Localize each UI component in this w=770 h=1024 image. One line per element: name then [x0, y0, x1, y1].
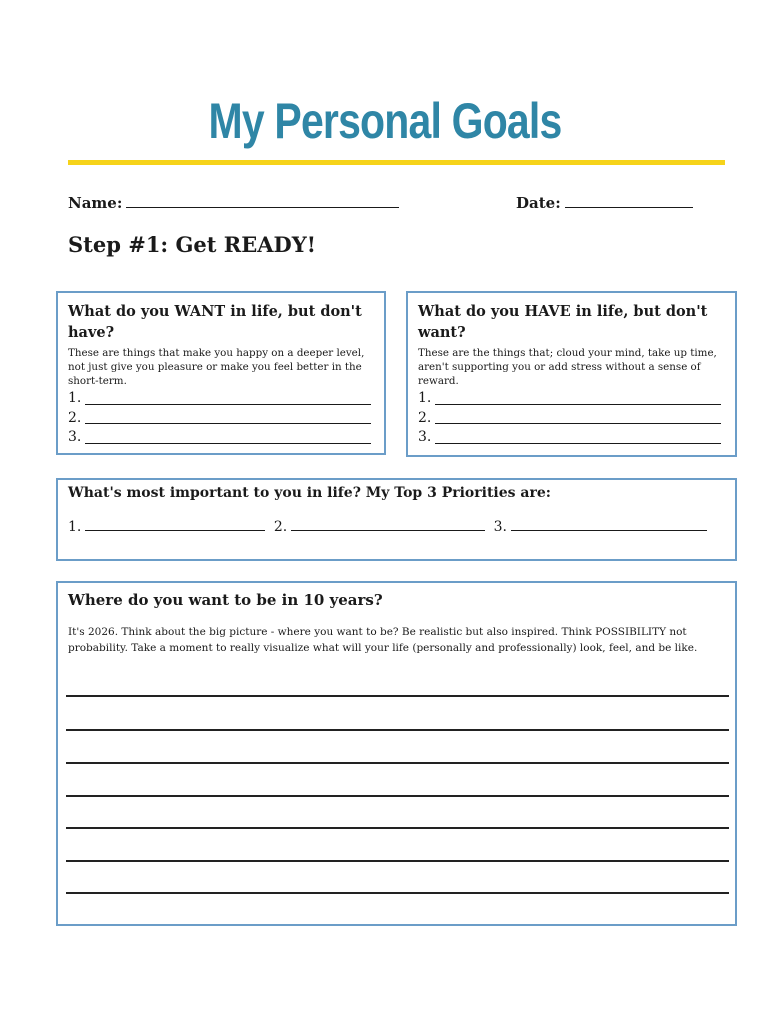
priorities-box-title: What's most important to you in life? My Top 3 Priorities are: [68, 485, 551, 501]
writing-line[interactable] [66, 795, 729, 797]
list-number: 2. [68, 409, 82, 426]
priority-blank-1[interactable] [85, 518, 265, 531]
writing-line[interactable] [66, 892, 729, 894]
list-number: 1. [418, 390, 432, 406]
list-number: 3. [418, 429, 432, 445]
want-box-title: What do you WANT in life, but don't have? [68, 303, 362, 341]
answer-blank[interactable] [435, 391, 721, 405]
ten-years-box-title: Where do you want to be in 10 years? [68, 591, 383, 609]
writing-line[interactable] [66, 695, 729, 697]
have-list [418, 389, 721, 448]
writing-line[interactable] [66, 860, 729, 862]
want-box [56, 291, 386, 455]
have-box [406, 291, 737, 457]
date-field [516, 193, 693, 212]
page-title: My Personal Goals [208, 93, 562, 149]
name-field [68, 193, 399, 212]
want-list [68, 389, 371, 448]
writing-line[interactable] [66, 827, 729, 829]
priorities-box [56, 478, 737, 561]
list-number: 1. [68, 390, 82, 406]
list-item [418, 409, 721, 429]
date-label: Date: [516, 194, 561, 212]
priorities-row [68, 518, 711, 535]
want-box-description: These are things that make you happy on a deeper level, not just give you pleasure or make you feel better in the short-term. [68, 347, 365, 387]
answer-blank[interactable] [85, 391, 371, 405]
priority-blank-2[interactable] [291, 518, 485, 531]
list-number: 2. [273, 519, 288, 535]
list-number: 3. [493, 519, 507, 535]
writing-line[interactable] [66, 762, 729, 764]
list-item [418, 389, 721, 409]
list-item [418, 428, 721, 448]
answer-blank[interactable] [85, 430, 371, 444]
list-item [68, 409, 371, 429]
step-heading: Step #1: Get READY! [68, 232, 316, 257]
have-box-title: What do you HAVE in life, but don't want? [418, 303, 708, 341]
ten-years-box [56, 581, 737, 926]
list-item [68, 389, 371, 409]
list-number: 3. [68, 429, 82, 445]
list-item [68, 428, 371, 448]
answer-blank[interactable] [435, 410, 721, 424]
writing-line[interactable] [66, 729, 729, 731]
list-number: 2. [418, 409, 432, 426]
name-label: Name: [68, 194, 123, 212]
ten-years-box-description: It's 2026. Think about the big picture - where you want to be? Be realistic but also inspired. Think POSSIBILITY not probability. Take a moment to really visualize what will your life (personally and professionally) look, feel, and be like. [68, 626, 698, 654]
priority-blank-3[interactable] [511, 518, 707, 531]
date-blank[interactable] [565, 193, 693, 208]
have-box-description: These are the things that; cloud your mind, take up time, aren't supporting you or add stress without a sense of reward. [418, 347, 717, 387]
title-underline [68, 160, 725, 165]
answer-blank[interactable] [435, 430, 721, 444]
answer-blank[interactable] [85, 410, 371, 424]
list-number: 1. [68, 519, 82, 535]
name-blank[interactable] [126, 193, 399, 208]
